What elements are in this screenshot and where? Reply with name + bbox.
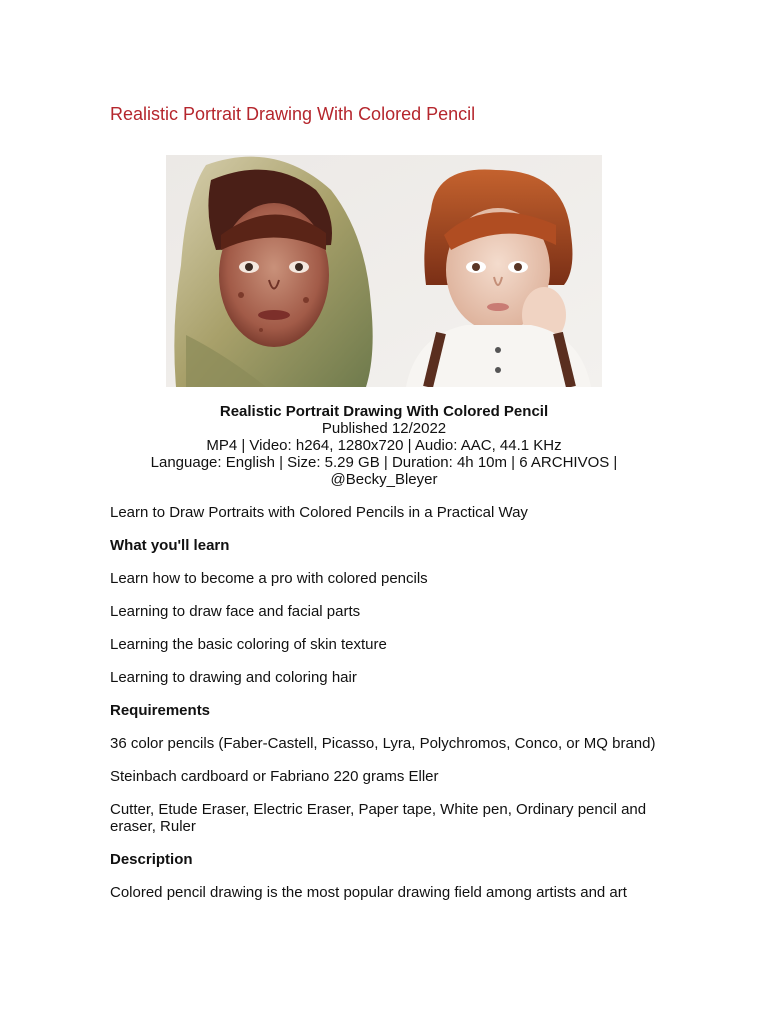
requirements-heading: Requirements [110, 702, 211, 719]
requirement-item: Cutter, Etude Eraser, Electric Eraser, Paper tape, White pen, Ordinary pencil and eraser, Ruler [110, 801, 647, 835]
meta-details: Language: English | Size: 5.29 GB | Duration: 4h 10m | 6 ARCHIVOS | [150, 454, 618, 471]
learn-item: Learning to drawing and coloring hair [110, 669, 357, 686]
meta-handle: @Becky_Bleyer [330, 471, 438, 488]
portrait-illustration [166, 155, 602, 387]
requirement-item: Steinbach cardboard or Fabriano 220 grams Eller [110, 768, 439, 785]
learn-heading: What you'll learn [110, 537, 230, 554]
learn-item: Learning to draw face and facial parts [110, 603, 361, 620]
description-paragraph: Colored pencil drawing is the most popular drawing field among artists and art [110, 884, 627, 901]
meta-heading: Realistic Portrait Drawing With Colored Pencil [219, 403, 549, 420]
requirement-item: 36 color pencils (Faber-Castell, Picasso, Lyra, Polychromos, Conco, or MQ brand) [110, 735, 656, 752]
course-description [110, 504, 658, 917]
meta-format: MP4 | Video: h264, 1280x720 | Audio: AAC, 44.1 KHz [206, 437, 562, 454]
meta-published: Published 12/2022 [321, 420, 447, 437]
description-heading: Description [110, 851, 193, 868]
video-meta [110, 403, 658, 488]
portrait-drawing-image [166, 155, 602, 387]
learn-item: Learning the basic coloring of skin texture [110, 636, 387, 653]
page-title: Realistic Portrait Drawing With Colored Pencil [110, 104, 476, 124]
learn-item: Learn how to become a pro with colored pencils [110, 570, 428, 587]
intro-paragraph: Learn to Draw Portraits with Colored Pencils in a Practical Way [110, 504, 528, 521]
